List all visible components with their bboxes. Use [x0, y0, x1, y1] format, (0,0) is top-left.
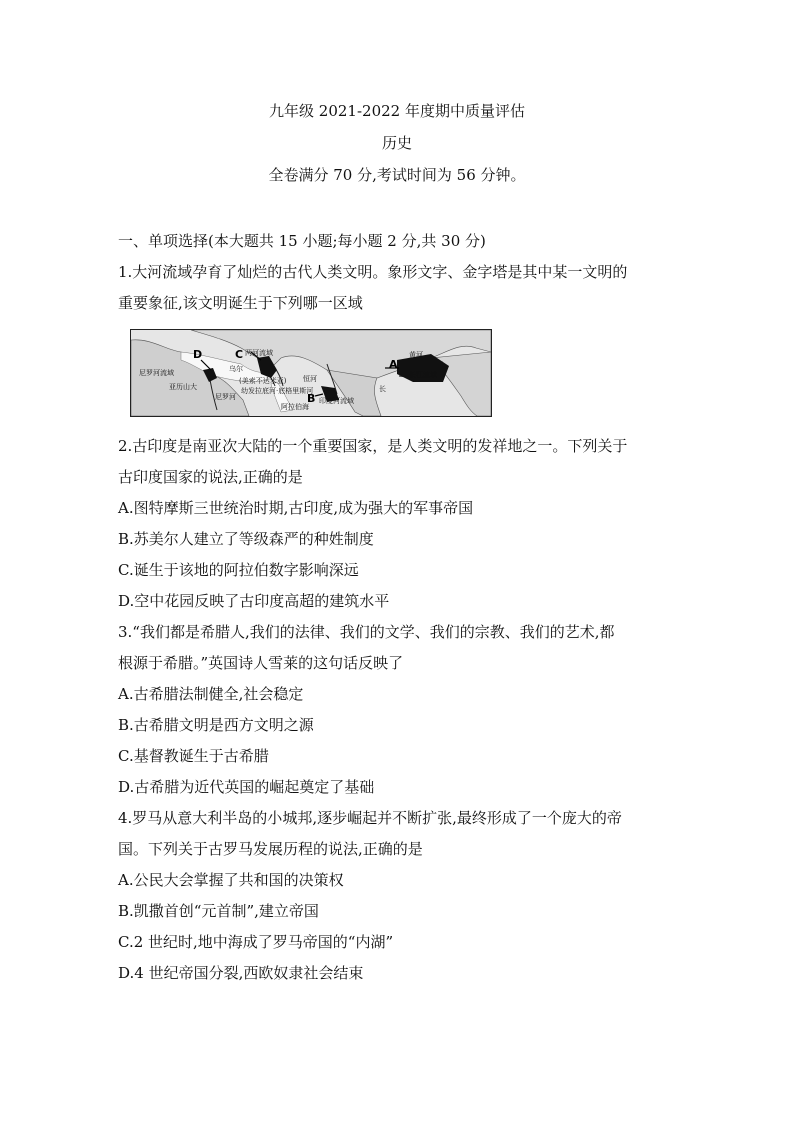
question-stem-line: 4.罗马从意大利半岛的小城邦,逐步崛起并不断扩张,最终形成了一个庞大的帝 [118, 809, 622, 827]
option-a: A.古希腊法制健全,社会稳定 [118, 685, 304, 703]
exam-body [118, 226, 678, 989]
question-1 [118, 257, 678, 417]
map-label-ur: 乌尔 [229, 365, 243, 373]
option-d: D.空中花园反映了古印度高超的建筑水平 [118, 592, 390, 610]
option-a: A.图特摩斯三世统治时期,古印度,成为强大的军事帝国 [118, 499, 474, 517]
question-stem-line: 国。下列关于古罗马发展历程的说法,正确的是 [118, 840, 423, 858]
subject-title: 历史 [381, 134, 412, 152]
question-stem-line: 古印度国家的说法,正确的是 [118, 468, 303, 486]
marker-c: C [235, 348, 244, 361]
question-stem-line: 2.古印度是南亚次大陆的一个重要国家，是人类文明的发祥地之一。下列关于 [118, 437, 628, 455]
question-stem-line: 3.“我们都是希腊人,我们的法律、我们的文学、我们的宗教、我们的艺术,都 [118, 623, 615, 641]
section-heading: 一、单项选择(本大题共 15 小题;每小题 2 分,共 30 分) [118, 232, 486, 250]
map-label-arabian-sea: 阿拉伯海 [281, 403, 309, 411]
map-label-yangtze: 长江流域 [409, 371, 437, 379]
question-stem-line: 重要象征,该文明诞生于下列哪一区域 [118, 294, 363, 312]
marker-a: A [389, 358, 398, 371]
map-label-chang: 长 [379, 385, 386, 393]
civilization-map [130, 329, 492, 417]
marker-b: B [307, 392, 316, 405]
exam-info: 全卷满分 70 分,考试时间为 56 分钟。 [268, 166, 526, 184]
option-d: D.4 世纪帝国分裂,西欧奴隶社会结束 [118, 964, 364, 982]
question-2 [118, 431, 678, 617]
option-d: D.古希腊为近代英国的崛起奠定了基础 [118, 778, 375, 796]
map-label-nile: 尼罗河流域 [139, 369, 174, 377]
question-stem-line: 根源于希腊。”英国诗人雪莱的这句话反映了 [118, 654, 404, 672]
option-c: C.2 世纪时,地中海成了罗马帝国的“内湖” [118, 933, 394, 951]
option-b: B.古希腊文明是西方文明之源 [118, 716, 314, 734]
map-label-nile-river: 尼罗河 [215, 393, 236, 401]
question-4 [118, 803, 678, 989]
question-3 [118, 617, 678, 803]
option-c: C.基督教诞生于古希腊 [118, 747, 269, 765]
map-label-indus: 印度河流域 [319, 397, 354, 405]
option-c: C.诞生于该地的阿拉伯数字影响深远 [118, 561, 359, 579]
option-b: B.凯撒首创“元首制”,建立帝国 [118, 902, 319, 920]
option-a: A.公民大会掌握了共和国的决策权 [118, 871, 344, 889]
map-label-mesopotamia: (美索不达米亚) [239, 377, 287, 385]
marker-d: D [193, 348, 203, 361]
map-label-ganges: 恒河 [303, 375, 317, 383]
exam-title: 九年级 2021-2022 年度期中质量评估 [269, 102, 525, 120]
map-label-yellow: 黄河 [409, 351, 423, 359]
map-label-alexandria: 亚历山大 [169, 383, 197, 391]
option-b: B.苏美尔人建立了等级森严的种姓制度 [118, 530, 374, 548]
question-stem-line: 1.大河流域孕育了灿烂的古代人类文明。象形文字、金字塔是其中某一文明的 [118, 263, 628, 281]
map-label-two-rivers: 两河流域 [245, 349, 273, 357]
map-label-tigris: 幼发拉底河·底格里斯河 [241, 387, 314, 395]
